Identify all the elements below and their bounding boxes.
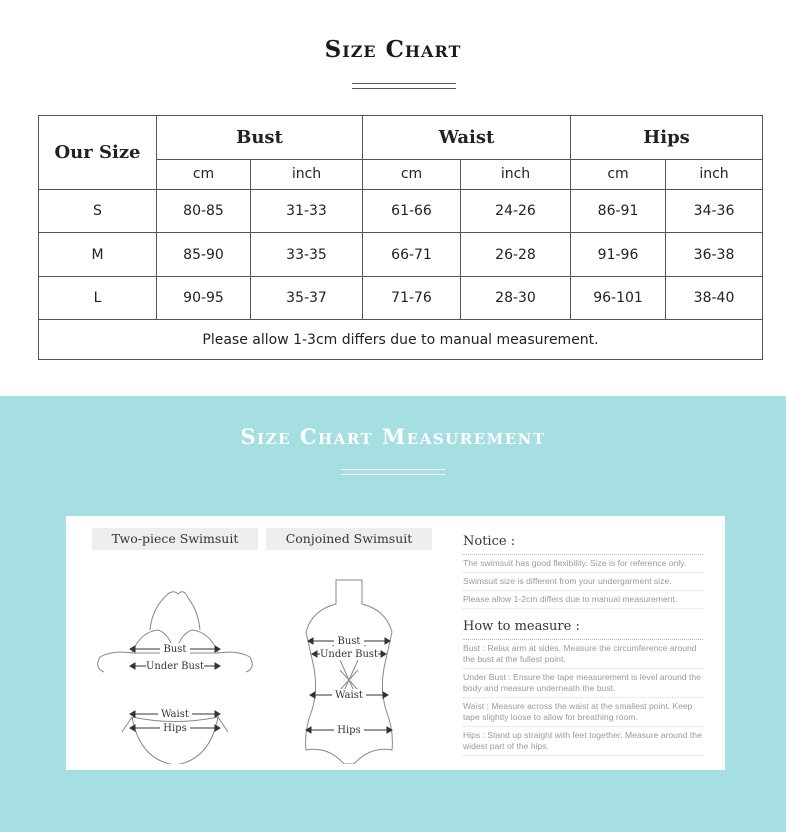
notice-item: Please allow 1-2cm differs due to manual measurement. <box>463 591 703 609</box>
notice-heading: Notice : <box>463 534 703 555</box>
table-cell: 85-90 <box>157 233 251 277</box>
size-chart-section <box>0 0 786 396</box>
waist-header: Waist <box>363 116 571 160</box>
table-cell: 31-33 <box>251 189 363 233</box>
table-cell: 71-76 <box>363 276 461 320</box>
table-cell: 96-101 <box>571 276 666 320</box>
unit-cell: cm <box>363 159 461 189</box>
conjoined-illustration <box>266 550 432 764</box>
conjoined-under-bust-label: Under Bust <box>319 649 379 660</box>
our-size-header: Our Size <box>39 116 157 190</box>
unit-cell: inch <box>251 159 363 189</box>
unit-cell: cm <box>571 159 666 189</box>
two-piece-bust-label: Bust <box>163 644 187 655</box>
unit-cell: inch <box>666 159 763 189</box>
table-cell: 28-30 <box>461 276 571 320</box>
measurement-note: Please allow 1-3cm differs due to manual measurement. <box>39 320 763 360</box>
note-row <box>39 320 763 360</box>
table-cell: 26-28 <box>461 233 571 277</box>
table-cell: 66-71 <box>363 233 461 277</box>
table-row <box>39 189 763 233</box>
table-row <box>39 233 763 277</box>
table-cell: 34-36 <box>666 189 763 233</box>
unit-cell: cm <box>157 159 251 189</box>
two-piece-hips-label: Hips <box>163 723 187 734</box>
table-cell: 38-40 <box>666 276 763 320</box>
table-cell: 35-37 <box>251 276 363 320</box>
table-cell: 86-91 <box>571 189 666 233</box>
unit-cell: inch <box>461 159 571 189</box>
size-chart-title: Size Chart <box>324 36 462 63</box>
how-to-item: Under Bust : Ensure the tape measurement is level around the body and measure underneath the bust. <box>463 669 703 698</box>
how-to-item: Bust : Relax arm at sides. Measure the circumference around the bust at the fullest point. <box>463 640 703 669</box>
how-to-measure-heading: How to measure : <box>463 619 703 640</box>
measurement-title: Size Chart Measurement <box>240 424 546 449</box>
how-to-item: Waist : Measure across the waist at the smallest point. Keep tape slightly loose to allow for breathing room. <box>463 698 703 727</box>
title-rule-bottom <box>352 88 456 89</box>
table-cell: 33-35 <box>251 233 363 277</box>
table-cell: 36-38 <box>666 233 763 277</box>
table-cell: 80-85 <box>157 189 251 233</box>
measurement-card <box>66 516 725 770</box>
bust-header: Bust <box>157 116 363 160</box>
two-piece-under-bust-label: Under Bust <box>145 661 205 672</box>
size-label: M <box>39 233 157 277</box>
table-cell: 61-66 <box>363 189 461 233</box>
table-cell: 24-26 <box>461 189 571 233</box>
header-row <box>39 116 763 160</box>
table-cell: 90-95 <box>157 276 251 320</box>
conjoined-bust-label: Bust <box>337 636 361 647</box>
title-rule-top <box>352 83 456 84</box>
table-cell: 91-96 <box>571 233 666 277</box>
size-label: S <box>39 189 157 233</box>
subtitle-rule-top <box>341 469 445 470</box>
conjoined-hips-label: Hips <box>337 725 361 736</box>
notice-item: The swimsuit has good flexibility. Size is for reference only. <box>463 555 703 573</box>
notice-item: Swimsuit size is different from your undergarment size. <box>463 573 703 591</box>
two-piece-illustration <box>92 550 258 764</box>
two-piece-panel <box>92 528 258 764</box>
how-to-item: Hips : Stand up straight with feet together. Measure around the widest part of the hips. <box>463 727 703 756</box>
measurement-section <box>0 396 786 832</box>
two-piece-waist-label: Waist <box>161 709 189 720</box>
subtitle-rule-bottom <box>341 474 445 475</box>
two-piece-heading: Two-piece Swimsuit <box>92 528 258 550</box>
notice-panel <box>463 534 703 756</box>
size-table <box>38 115 763 360</box>
table-row <box>39 276 763 320</box>
conjoined-waist-label: Waist <box>335 690 363 701</box>
conjoined-panel <box>266 528 432 764</box>
hips-header: Hips <box>571 116 763 160</box>
conjoined-heading: Conjoined Swimsuit <box>266 528 432 550</box>
size-label: L <box>39 276 157 320</box>
